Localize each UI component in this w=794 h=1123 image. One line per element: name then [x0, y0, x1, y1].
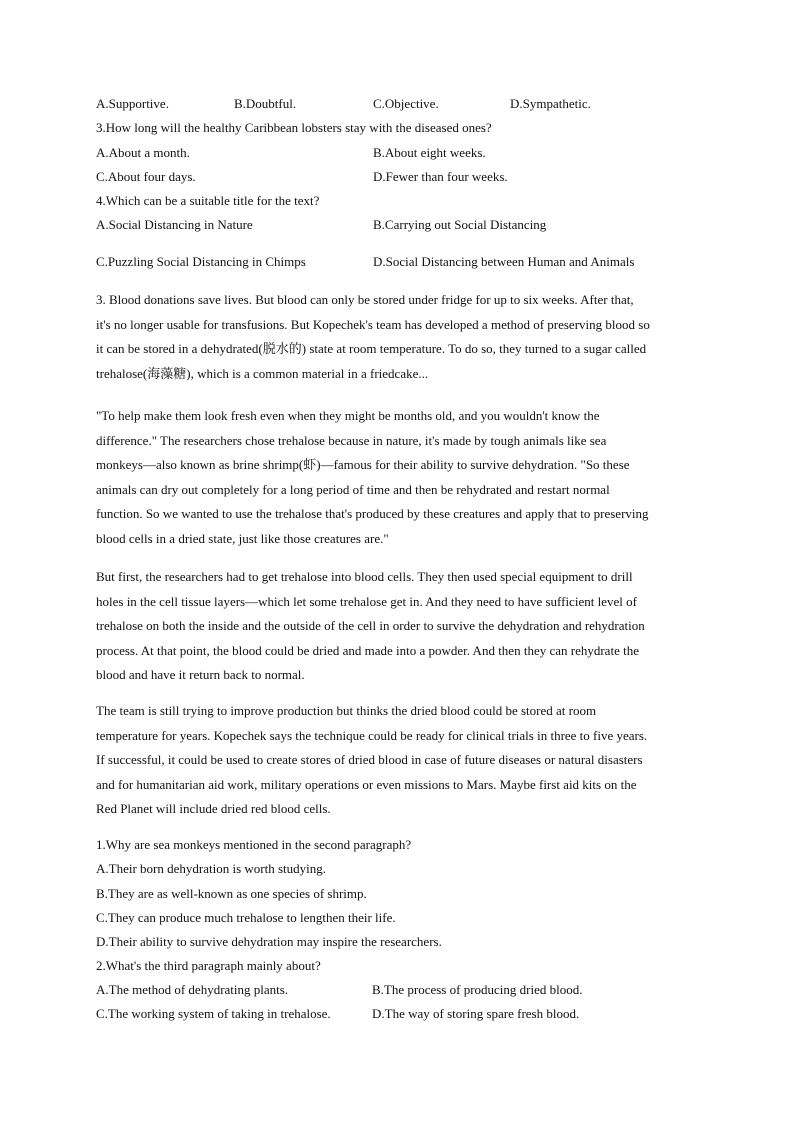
prev-q4-question: 4.Which can be a suitable title for the text?	[96, 193, 320, 208]
q2-question: 2.What's the third paragraph mainly about?	[96, 958, 321, 973]
passage-line: it's no longer usable for transfusions. But Kopechek's team has developed a method of preserving blood so	[96, 316, 650, 332]
passage-line: holes in the cell tissue layers—which let some trehalose get in. And they need to have sufficient level of	[96, 593, 637, 609]
prev-q2-option-a: A.Supportive.	[96, 96, 169, 111]
passage-paragraph-1	[96, 288, 696, 386]
passage-line: and for humanitarian aid work, military operations or even missions to Mars. Maybe first aid kits on the	[96, 776, 637, 792]
q2-option-a: A.The method of dehydrating plants.	[96, 982, 289, 997]
passage-line: temperature for years. Kopechek says the technique could be ready for clinical trials in three to five years.	[96, 727, 648, 743]
prev-q2-option-d: D.Sympathetic.	[510, 96, 591, 111]
prev-q4-option-c: C.Puzzling Social Distancing in Chimps	[96, 254, 306, 269]
passage-line: animals can dry out completely for a long period of time and then be rehydrated and restart normal	[96, 481, 610, 497]
passage-line: The team is still trying to improve production but thinks the dried blood could be stored at room	[96, 703, 597, 718]
prev-q2-option-c: C.Objective.	[373, 96, 439, 111]
prev-q3-option-a: A.About a month.	[96, 145, 190, 160]
passage-line: blood and have it return back to normal.	[96, 667, 305, 683]
passage-line: function. So we wanted to use the trehalose that's produced by these creatures and apply that to preserving	[96, 506, 649, 522]
passage-paragraph-3	[96, 565, 696, 688]
passage-line: monkeys—also known as brine shrimp(虾)—famous for their ability to survive dehydration. "So these	[96, 457, 630, 473]
passage-line: trehalose(海藻糖), which is a common material in a friedcake...	[96, 365, 429, 381]
prev-q3-option-c: C.About four days.	[96, 169, 196, 184]
prev-q4-option-b: B.Carrying out Social Distancing	[373, 217, 547, 232]
passage-paragraph-2	[96, 404, 696, 552]
passage-line: If successful, it could be used to create stores of dried blood in case of future diseases or natural disasters	[96, 752, 643, 768]
prev-q3-question: 3.How long will the healthy Caribbean lobsters stay with the diseased ones?	[96, 120, 492, 135]
passage-line: process. At that point, the blood could be dried and made into a powder. And then they can rehydrate the	[96, 642, 639, 658]
prev-q2-option-b: B.Doubtful.	[234, 96, 297, 111]
prev-q3-option-d: D.Fewer than four weeks.	[373, 169, 508, 184]
q1-option-b: B.They are as well-known as one species of shrimp.	[96, 886, 367, 901]
q1-option-a: A.Their born dehydration is worth studying.	[96, 861, 326, 876]
q1-option-d: D.Their ability to survive dehydration may inspire the researchers.	[96, 934, 442, 949]
passage-paragraph-4	[96, 699, 696, 822]
q1-option-c: C.They can produce much trehalose to lengthen their life.	[96, 910, 396, 925]
passage-line: Red Planet will include dried red blood cells.	[96, 801, 331, 817]
prev-q3-option-b: B.About eight weeks.	[373, 145, 486, 160]
q2-option-d: D.The way of storing spare fresh blood.	[372, 1006, 580, 1021]
prev-q4-option-d: D.Social Distancing between Human and Animals	[373, 254, 635, 269]
prev-q4-option-a: A.Social Distancing in Nature	[96, 217, 253, 232]
passage-line: it can be stored in a dehydrated(脱水的) state at room temperature. To do so, they turned to a sugar called	[96, 341, 647, 357]
passage-line: "To help make them look fresh even when they might be months old, and you wouldn't know the	[96, 408, 600, 423]
passage-line: blood cells in a dried state, just like those creatures are."	[96, 530, 389, 546]
q2-option-b: B.The process of producing dried blood.	[372, 982, 583, 997]
passage-line: difference." The researchers chose trehalose because in nature, it's made by tough animals like sea	[96, 432, 607, 448]
passage-line: trehalose on both the inside and the outside of the cell in order to survive the dehydration and rehydration	[96, 618, 645, 634]
q1-question: 1.Why are sea monkeys mentioned in the second paragraph?	[96, 837, 412, 852]
passage-line: But first, the researchers had to get trehalose into blood cells. They then used special equipment to drill	[96, 569, 633, 584]
passage-line: 3. Blood donations save lives. But blood can only be stored under fridge for up to six weeks. After that,	[96, 292, 634, 307]
q2-option-c: C.The working system of taking in trehalose.	[96, 1006, 331, 1021]
